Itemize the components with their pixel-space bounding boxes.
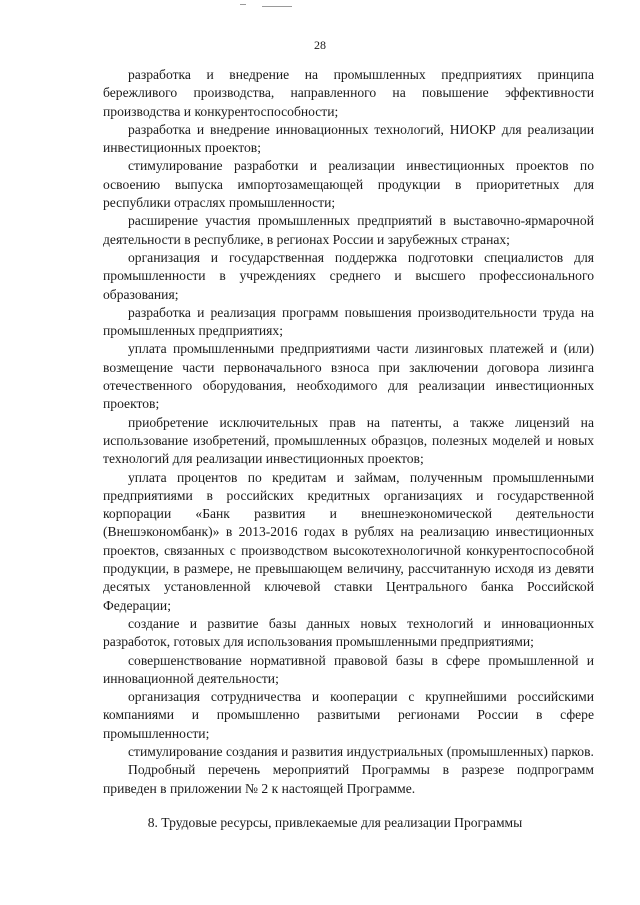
section-heading: 8. Трудовые ресурсы, привлекаемые для реализации Программы <box>147 815 523 830</box>
paragraph: уплата процентов по кредитам и займам, полученным промышленными предприятиями в российских кредитных организациях и государственной корпорации «Банк развития и внешнеэкономической деятельности (Внешэкономбанк)» в 2013-2016 годах в рублях на реализацию инвестиционных проектов, связанных с производством высокотехнологичной конкурентоспособной продукции, в размере, не превышающем величину, рассчитанную исходя из девяти десятых установленной ключевой ставки Центрального банка Российской Федерации; <box>103 469 594 613</box>
paragraph: уплата промышленными предприятиями части лизинговых платежей и (или) возмещение части первоначального взноса при заключении договора лизинга отечественного оборудования, необходимого для реализации инвестиционных проектов; <box>103 341 594 412</box>
paragraph: Подробный перечень мероприятий Программы в разрезе подпрограмм приведен в приложении № 2 к настоящей Программе. <box>103 762 594 796</box>
scan-artifact <box>262 6 292 7</box>
paragraph: организация и государственная поддержка подготовки специалистов для промышленности в учреждениях среднего и высшего профессионального образования; <box>103 249 594 302</box>
paragraph: разработка и внедрение на промышленных предприятиях принципа бережливого производства, направленного на повышение эффективности производства и конкурентоспособности; <box>103 67 594 119</box>
body-text <box>103 66 594 798</box>
page-number: 28 <box>314 38 326 52</box>
scan-artifact <box>240 4 246 5</box>
paragraph: организация сотрудничества и кооперации с крупнейшими российскими компаниями и промышленно развитыми регионами России в сфере промышленности; <box>103 689 594 741</box>
paragraph: стимулирование разработки и реализации инвестиционных проектов по освоению выпуска импортозамещающей продукции в приоритетных для республики отраслях промышленности; <box>103 158 594 211</box>
paragraph: приобретение исключительных прав на патенты, а также лицензий на использование изобретений, промышленных образцов, полезных моделей и новых технологий для реализации инвестиционных проектов; <box>103 414 594 467</box>
paragraph: расширение участия промышленных предприятий в выставочно-ярмарочной деятельности в республике, в регионах России и зарубежных странах; <box>103 213 594 247</box>
paragraph: разработка и реализация программ повышения производительности труда на промышленных предприятиях; <box>103 304 594 339</box>
paragraph: совершенствование нормативной правовой базы в сфере промышленной и инновационной деятельности; <box>103 652 594 686</box>
paragraph: создание и развитие базы данных новых технологий и инновационных разработок, готовых для использования промышленными предприятиями; <box>103 615 594 650</box>
paragraph: стимулирование создания и развития индустриальных (промышленных) парков. <box>128 743 594 759</box>
paragraph: разработка и внедрение инновационных технологий, НИОКР для реализации инвестиционных проектов; <box>103 121 594 156</box>
